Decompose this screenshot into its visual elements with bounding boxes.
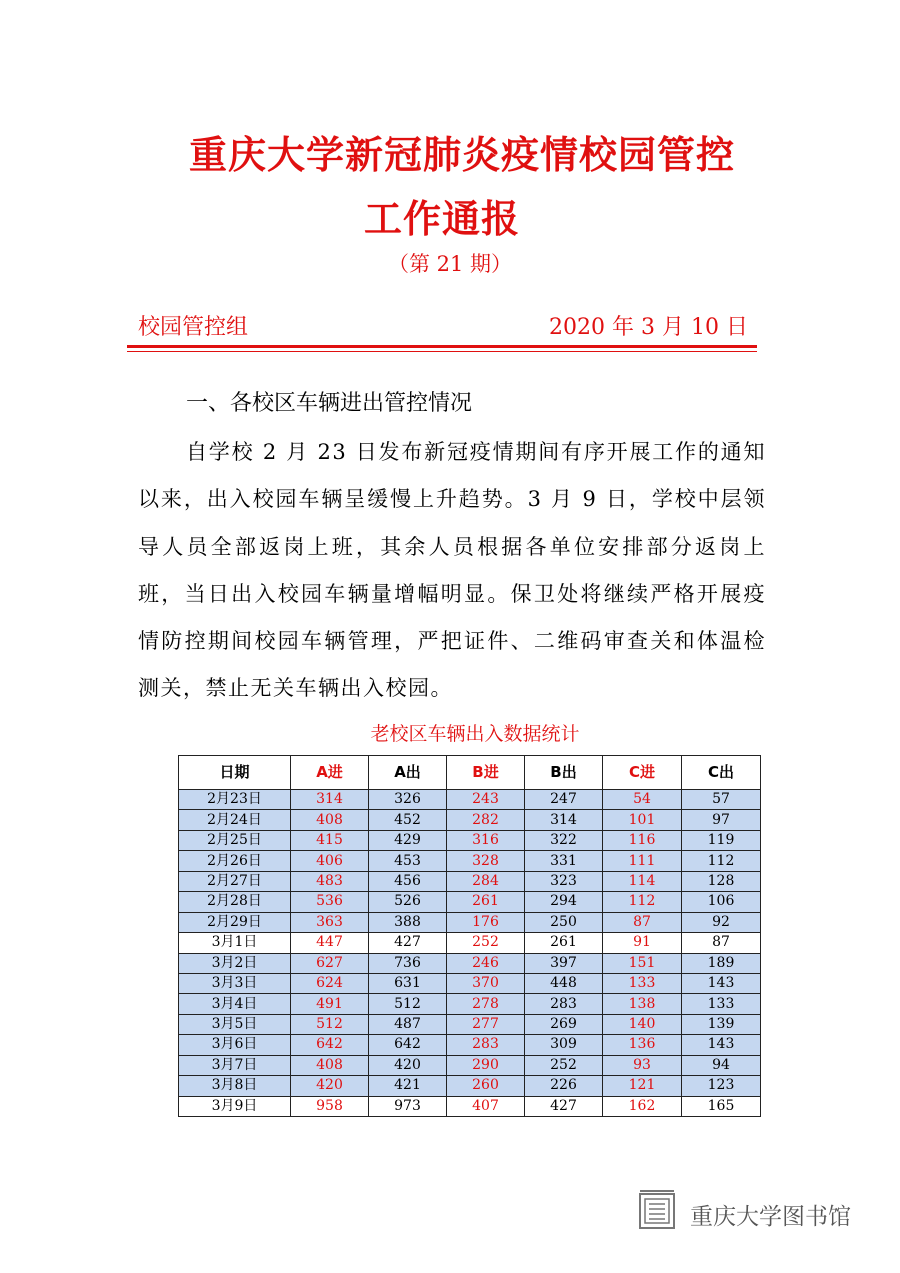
date-cell: 3月2日 (179, 953, 291, 973)
value-cell: 328 (447, 851, 525, 871)
column-header: C进 (603, 756, 682, 790)
value-cell: 114 (603, 871, 682, 891)
value-cell: 290 (447, 1055, 525, 1075)
value-cell: 138 (603, 994, 682, 1014)
value-cell: 331 (525, 851, 603, 871)
table-row (179, 953, 761, 973)
value-cell: 973 (369, 1096, 447, 1116)
table-title: 老校区车辆出入数据统计 (370, 723, 580, 745)
value-cell: 94 (682, 1055, 761, 1075)
value-cell: 526 (369, 892, 447, 912)
value-cell: 57 (682, 790, 761, 810)
document-title-line2: 工作通报 (363, 197, 520, 241)
value-cell: 111 (603, 851, 682, 871)
value-cell: 448 (525, 973, 603, 993)
value-cell: 427 (369, 933, 447, 953)
value-cell: 536 (291, 892, 369, 912)
value-cell: 93 (603, 1055, 682, 1075)
value-cell: 406 (291, 851, 369, 871)
value-cell: 87 (682, 933, 761, 953)
table-header-row (179, 756, 761, 790)
document-title-line1: 重庆大学新冠肺炎疫情校园管控 (188, 133, 735, 177)
section-heading: 一、各校区车辆进出管控情况 (186, 391, 473, 416)
date-cell: 3月3日 (179, 973, 291, 993)
value-cell: 736 (369, 953, 447, 973)
value-cell: 487 (369, 1014, 447, 1034)
value-cell: 101 (603, 810, 682, 830)
value-cell: 456 (369, 871, 447, 891)
value-cell: 958 (291, 1096, 369, 1116)
value-cell: 116 (603, 830, 682, 850)
table-row (179, 994, 761, 1014)
value-cell: 246 (447, 953, 525, 973)
value-cell: 133 (682, 994, 761, 1014)
column-header: A进 (291, 756, 369, 790)
date-cell: 2月28日 (179, 892, 291, 912)
date-cell: 3月7日 (179, 1055, 291, 1075)
table-row (179, 871, 761, 891)
value-cell: 323 (525, 871, 603, 891)
value-cell: 54 (603, 790, 682, 810)
value-cell: 370 (447, 973, 525, 993)
value-cell: 97 (682, 810, 761, 830)
value-cell: 176 (447, 912, 525, 932)
value-cell: 252 (525, 1055, 603, 1075)
value-cell: 326 (369, 790, 447, 810)
value-cell: 627 (291, 953, 369, 973)
value-cell: 261 (525, 933, 603, 953)
value-cell: 283 (447, 1035, 525, 1055)
table-row (179, 1035, 761, 1055)
value-cell: 139 (682, 1014, 761, 1034)
value-cell: 429 (369, 830, 447, 850)
value-cell: 322 (525, 830, 603, 850)
value-cell: 87 (603, 912, 682, 932)
value-cell: 415 (291, 830, 369, 850)
date-cell: 2月25日 (179, 830, 291, 850)
value-cell: 278 (447, 994, 525, 1014)
value-cell: 189 (682, 953, 761, 973)
date-cell: 2月23日 (179, 790, 291, 810)
table-body (179, 790, 761, 1117)
value-cell: 136 (603, 1035, 682, 1055)
value-cell: 397 (525, 953, 603, 973)
value-cell: 512 (291, 1014, 369, 1034)
header-rule-thin (127, 351, 757, 352)
value-cell: 252 (447, 933, 525, 953)
value-cell: 314 (525, 810, 603, 830)
table-row (179, 830, 761, 850)
value-cell: 284 (447, 871, 525, 891)
value-cell: 247 (525, 790, 603, 810)
value-cell: 624 (291, 973, 369, 993)
value-cell: 119 (682, 830, 761, 850)
vehicle-data-table (178, 755, 761, 1117)
value-cell: 128 (682, 871, 761, 891)
date-cell: 3月8日 (179, 1076, 291, 1096)
table-row (179, 973, 761, 993)
value-cell: 491 (291, 994, 369, 1014)
value-cell: 91 (603, 933, 682, 953)
table-row (179, 810, 761, 830)
value-cell: 309 (525, 1035, 603, 1055)
date-cell: 3月1日 (179, 933, 291, 953)
issue-date: 2020 年 3 月 10 日 (549, 315, 748, 340)
date-cell: 3月6日 (179, 1035, 291, 1055)
date-cell: 2月24日 (179, 810, 291, 830)
value-cell: 421 (369, 1076, 447, 1096)
library-logo-icon (638, 1190, 676, 1230)
table-row (179, 1076, 761, 1096)
value-cell: 260 (447, 1076, 525, 1096)
table-row (179, 790, 761, 810)
date-cell: 3月9日 (179, 1096, 291, 1116)
header-rule-thick (127, 345, 757, 348)
value-cell: 427 (525, 1096, 603, 1116)
table-row (179, 912, 761, 932)
value-cell: 269 (525, 1014, 603, 1034)
table-row (179, 1014, 761, 1034)
value-cell: 151 (603, 953, 682, 973)
table-row (179, 851, 761, 871)
column-header: 日期 (179, 756, 291, 790)
value-cell: 140 (603, 1014, 682, 1034)
issue-number: （第 21 期） (387, 252, 513, 276)
value-cell: 123 (682, 1076, 761, 1096)
value-cell: 408 (291, 1055, 369, 1075)
value-cell: 447 (291, 933, 369, 953)
table-row (179, 892, 761, 912)
value-cell: 316 (447, 830, 525, 850)
value-cell: 642 (369, 1035, 447, 1055)
column-header: B出 (525, 756, 603, 790)
value-cell: 363 (291, 912, 369, 932)
value-cell: 250 (525, 912, 603, 932)
value-cell: 112 (682, 851, 761, 871)
value-cell: 407 (447, 1096, 525, 1116)
value-cell: 143 (682, 1035, 761, 1055)
date-cell: 3月5日 (179, 1014, 291, 1034)
value-cell: 420 (369, 1055, 447, 1075)
table-row (179, 933, 761, 953)
column-header: C出 (682, 756, 761, 790)
value-cell: 165 (682, 1096, 761, 1116)
watermark-text: 重庆大学图书馆 (690, 1204, 851, 1230)
value-cell: 294 (525, 892, 603, 912)
column-header: B进 (447, 756, 525, 790)
value-cell: 162 (603, 1096, 682, 1116)
value-cell: 631 (369, 973, 447, 993)
date-cell: 2月29日 (179, 912, 291, 932)
value-cell: 121 (603, 1076, 682, 1096)
value-cell: 226 (525, 1076, 603, 1096)
value-cell: 642 (291, 1035, 369, 1055)
value-cell: 133 (603, 973, 682, 993)
value-cell: 283 (525, 994, 603, 1014)
value-cell: 452 (369, 810, 447, 830)
value-cell: 483 (291, 871, 369, 891)
value-cell: 92 (682, 912, 761, 932)
table-row (179, 1096, 761, 1116)
table-row (179, 1055, 761, 1075)
value-cell: 282 (447, 810, 525, 830)
value-cell: 277 (447, 1014, 525, 1034)
date-cell: 2月26日 (179, 851, 291, 871)
value-cell: 106 (682, 892, 761, 912)
value-cell: 388 (369, 912, 447, 932)
value-cell: 420 (291, 1076, 369, 1096)
section-paragraph: 自学校 2 月 23 日发布新冠疫情期间有序开展工作的通知以来，出入校园车辆呈缓慢上升趋势。3 月 9 日，学校中层领导人员全部返岗上班，其余人员根据各单位安排部分返岗上班，当日出入校园车辆量增幅明显。保卫处将继续严格开展疫情防控期间校园车辆管理，严把证件、二维码审查关和体温检测关，禁止无关车辆出入校园。 (138, 440, 766, 701)
value-cell: 314 (291, 790, 369, 810)
value-cell: 261 (447, 892, 525, 912)
value-cell: 112 (603, 892, 682, 912)
issuing-group: 校园管控组 (138, 315, 249, 340)
value-cell: 408 (291, 810, 369, 830)
date-cell: 3月4日 (179, 994, 291, 1014)
value-cell: 512 (369, 994, 447, 1014)
date-cell: 2月27日 (179, 871, 291, 891)
value-cell: 243 (447, 790, 525, 810)
value-cell: 143 (682, 973, 761, 993)
value-cell: 453 (369, 851, 447, 871)
column-header: A出 (369, 756, 447, 790)
